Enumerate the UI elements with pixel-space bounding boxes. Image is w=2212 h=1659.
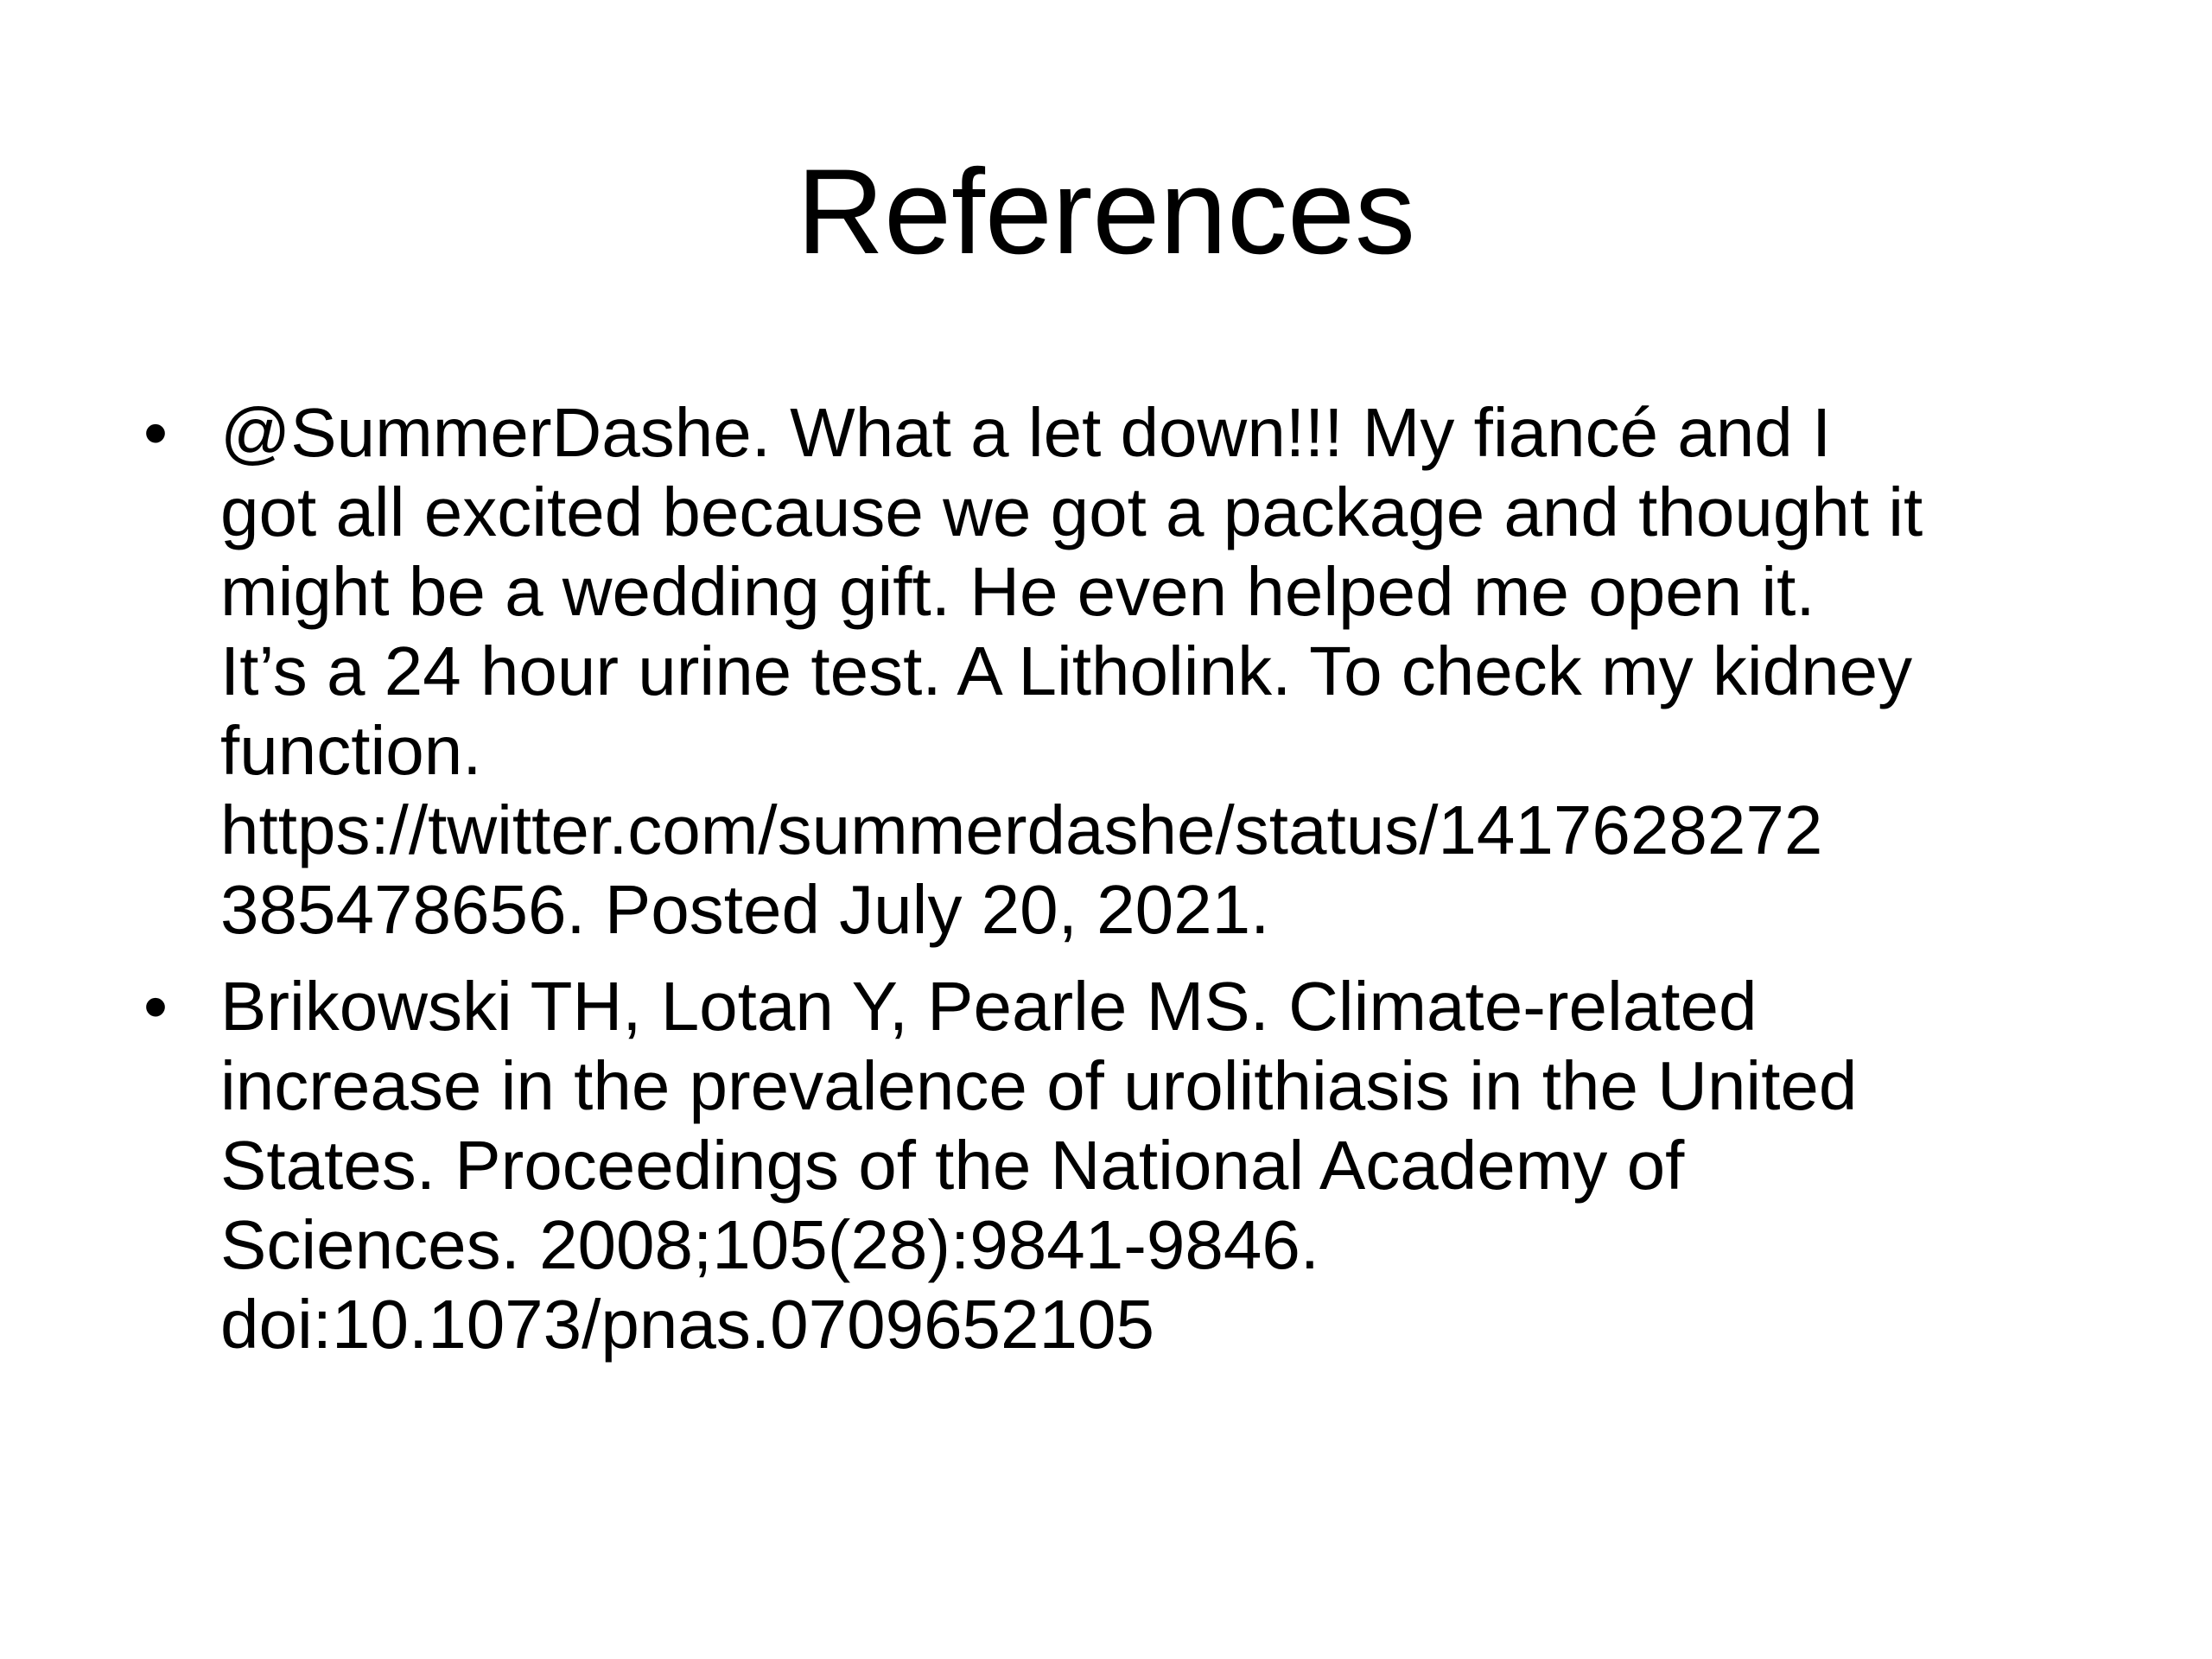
reference-line: Sciences. 2008;105(28):9841-9846. bbox=[220, 1206, 1320, 1283]
reference-line: @SummerDashe. What a let down!!! My fiancé and I bbox=[220, 394, 1832, 471]
reference-item bbox=[130, 967, 2117, 1364]
reference-line: 385478656. Posted July 20, 2021. bbox=[220, 871, 1270, 948]
reference-link: https://twitter.com/summerdashe/status/1417628272 bbox=[220, 791, 1823, 868]
reference-doi: doi:10.1073/pnas.0709652105 bbox=[220, 1286, 1155, 1363]
reference-line: Brikowski TH, Lotan Y, Pearle MS. Climate-related bbox=[220, 968, 1758, 1045]
reference-line: It’s a 24 hour urine test. A Litholink. To check my kidney bbox=[220, 632, 1913, 709]
reference-line: States. Proceedings of the National Academy of bbox=[220, 1127, 1685, 1204]
reference-line: function. bbox=[220, 712, 482, 789]
reference-line: got all excited because we got a package and thought it bbox=[220, 474, 1923, 550]
reference-list bbox=[130, 393, 2117, 1382]
bullet-icon: • bbox=[143, 968, 168, 1045]
slide-title: References bbox=[797, 143, 1415, 279]
reference-line: increase in the prevalence of urolithiasis in the United bbox=[220, 1047, 1858, 1124]
reference-line: might be a wedding gift. He even helped me open it. bbox=[220, 553, 1815, 630]
reference-item bbox=[130, 393, 2117, 950]
bullet-icon: • bbox=[143, 394, 168, 471]
